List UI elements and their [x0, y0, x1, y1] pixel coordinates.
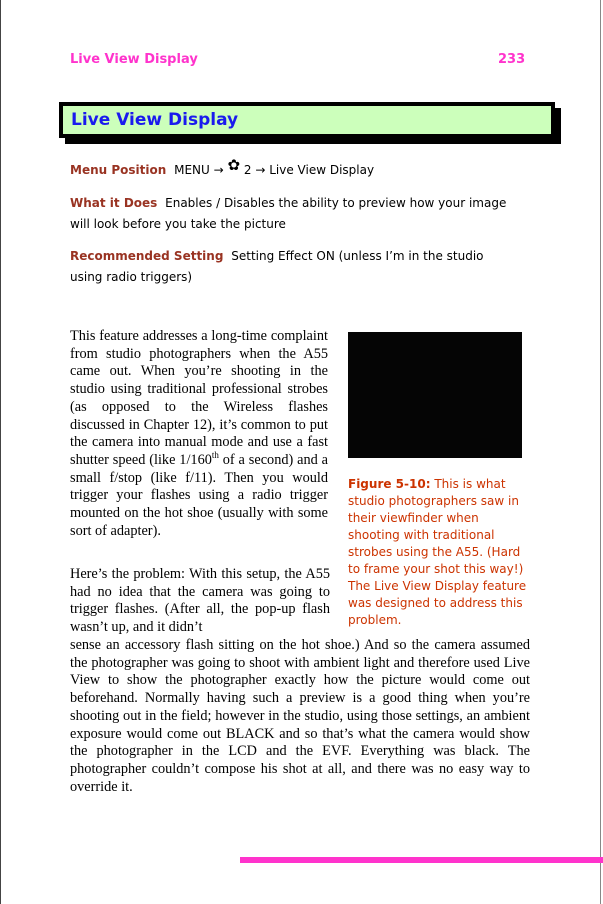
- ordinal-superscript: th: [211, 450, 219, 461]
- body-paragraph-2-continued: sense an accessory flash sitting on the hot shoe.) And so the camera assumed the photographer was going to shoot with ambient light and therefore used Live View to show the photographer exactly how the picture would come out beforehand. Normally having such a preview is a good thing when you’re shooting out in the field; however in the studio, using those settings, an ambient exposure would come out BLACK and so that’s what the camera would show the photographer in the LCD and the EVF. Everything was black. The photographer couldn’t compose his shot at all, and there was no easy way to override it.: [70, 637, 530, 795]
- menu-position-suffix: 2 → Live View Display: [243, 163, 375, 177]
- what-it-does-text: Enables / Disables the ability to preview how your image will look before you take the picture: [70, 196, 507, 231]
- gear-icon: ✿: [227, 156, 241, 174]
- what-it-does-label: What it Does: [70, 196, 158, 210]
- recommended-setting-row: [70, 246, 510, 288]
- menu-position-prefix: MENU →: [174, 163, 224, 177]
- figure-caption-text: This is what studio photographers saw in their viewfinder when shooting with traditional strobes using the A55. (Hard to frame your shot this way!) The Live View Display feature was designed to address this problem.: [348, 477, 527, 627]
- menu-position-label: Menu Position: [70, 163, 167, 177]
- figure-caption: [348, 476, 532, 629]
- body-paragraph-2: Here’s the problem: With this setup, the A55 had no idea that the camera was going to trigger flashes. (After all, the pop-up flash wasn’t up, and it didn’t: [70, 566, 330, 636]
- page-edge-left: [0, 0, 1, 904]
- body-paragraph-1-part-b: of a second) and a small f/stop (like f/11). Then you would trigger your flashes using a radio trigger mounted on the hot shoe (usually with some sort of adapter).: [70, 451, 328, 539]
- page-edge-right: [600, 0, 601, 904]
- figure-label: Figure 5-10:: [348, 477, 431, 491]
- menu-position-row: [70, 156, 510, 181]
- what-it-does-row: [70, 193, 510, 235]
- recommended-setting-label: Recommended Setting: [70, 249, 224, 263]
- body-paragraph-1: [70, 328, 328, 540]
- page-number: 233: [498, 52, 526, 67]
- body-paragraph-1-part-a: This feature addresses a long-time complaint from studio photographers when the A55 came out. When you’re shooting in the studio using traditional professional strobes (as opposed to the Wireless flashes discussed in Chapter 12), it’s common to put the camera into manual mode and use a fast shutter speed (like 1/160: [70, 328, 328, 468]
- recommended-setting-text: Setting Effect ON (unless I’m in the studio using radio triggers): [70, 249, 484, 284]
- running-header-title: Live View Display: [70, 52, 198, 67]
- footer-accent-bar: [240, 857, 603, 863]
- section-title: Live View Display: [71, 110, 239, 130]
- section-title-banner: [59, 102, 555, 138]
- black-viewfinder-image: [348, 332, 522, 458]
